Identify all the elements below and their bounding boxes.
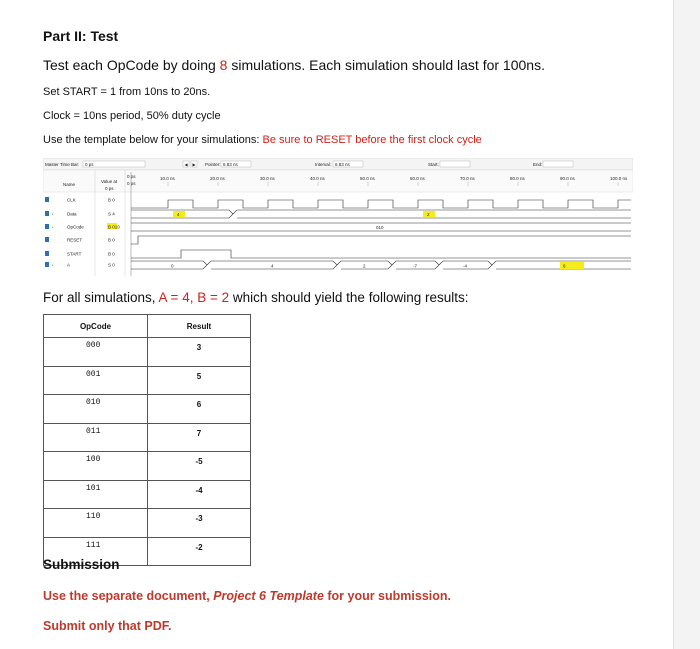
right-arrow-icon: ▶ — [192, 161, 196, 167]
time-tick-label: 50.0 ns — [360, 176, 375, 181]
sims-text-post: which should yield the following results: — [229, 290, 469, 305]
table-row — [44, 452, 251, 481]
a-bus-values — [171, 264, 566, 269]
opcode-bus-value: 010 — [376, 225, 384, 230]
expand-icon[interactable]: › — [52, 224, 54, 230]
signal-type-icon — [45, 262, 49, 267]
a-bus-value: -7 — [413, 263, 418, 269]
signal-value: B 010 — [108, 224, 120, 230]
data-bus-trace — [131, 210, 631, 218]
interval-label: Interval: — [315, 162, 332, 167]
submission-text-pre: Use the separate document, — [43, 589, 214, 603]
signal-type-icon — [45, 197, 49, 202]
end-label: End: — [533, 162, 543, 167]
test-text-post: simulations. Each simulation should last for 100ns. — [227, 57, 545, 73]
master-time-label: Master Time Bar: — [45, 162, 80, 167]
expand-icon[interactable]: › — [52, 262, 54, 268]
opcode-header: OpCode — [44, 315, 148, 338]
waveform-editor — [43, 158, 633, 278]
template-doc-name: Project 6 Template — [213, 589, 324, 603]
reset-trace — [131, 236, 631, 244]
signal-name[interactable]: RESET — [67, 237, 83, 243]
opcode-cell: 000 — [44, 338, 148, 367]
signal-list — [45, 197, 120, 268]
opcode-cell: 100 — [44, 452, 148, 481]
value-column-sub: 0 ps — [105, 186, 114, 191]
clk-trace — [131, 200, 631, 208]
signal-value: B 0 — [108, 237, 115, 243]
data-bus-value2: 2 — [427, 212, 430, 217]
results-table — [43, 314, 251, 566]
clock-instruction: Clock = 10ns period, 50% duty cycle — [43, 110, 221, 122]
cursor-sub: 0 ps — [127, 181, 136, 186]
page-scrollbar[interactable] — [673, 0, 700, 649]
time-tick-label: 70.0 ns — [460, 176, 475, 181]
start-field[interactable] — [440, 161, 470, 167]
signal-value: S 4 — [108, 211, 115, 217]
signal-type-icon — [45, 211, 49, 216]
test-text-pre: Test each OpCode by doing — [43, 57, 220, 73]
result-cell: 5 — [148, 366, 251, 395]
signal-name[interactable]: Data — [67, 211, 77, 217]
signal-name[interactable]: CLK — [67, 197, 76, 203]
time-tick-label: 100.0 ns — [610, 176, 628, 181]
cursor-label: 0 ps — [127, 174, 136, 179]
submit-pdf-note: Submit only that PDF. — [43, 619, 172, 633]
table-row — [44, 366, 251, 395]
opcode-cell: 011 — [44, 423, 148, 452]
opcode-cell: 010 — [44, 395, 148, 424]
test-instruction — [43, 57, 545, 73]
table-header-row — [44, 315, 251, 338]
time-tick-label: 60.0 ns — [410, 176, 425, 181]
result-cell: 7 — [148, 423, 251, 452]
table-row — [44, 509, 251, 538]
test-count: 8 — [219, 57, 228, 73]
result-cell: -3 — [148, 509, 251, 538]
signal-value: B 0 — [108, 251, 115, 257]
master-time-value: 0 ps — [85, 162, 94, 167]
time-tick-label: 90.0 ns — [560, 176, 575, 181]
pointer-value: 6.83 ns — [223, 162, 238, 167]
signal-name[interactable]: START — [67, 251, 82, 257]
a-bus-value: 2 — [363, 263, 366, 269]
pointer-label: Pointer: — [205, 162, 221, 167]
end-field[interactable] — [543, 161, 573, 167]
waveform-traces — [131, 200, 631, 269]
table-row — [44, 338, 251, 367]
a-bus-value: -4 — [463, 263, 468, 269]
a-bus-value: 0 — [171, 263, 174, 269]
time-tick-label: 80.0 ns — [510, 176, 525, 181]
time-tick-label: 40.0 ns — [310, 176, 325, 181]
signal-name[interactable]: OpCode — [67, 224, 84, 230]
opcode-cell: 001 — [44, 366, 148, 395]
simulations-note — [43, 290, 468, 305]
table-row — [44, 480, 251, 509]
value-column-header: Value at — [101, 179, 118, 184]
submission-text-post: for your submission. — [323, 589, 451, 603]
table-row — [44, 423, 251, 452]
result-cell: -2 — [148, 537, 251, 566]
submission-instruction — [43, 589, 451, 603]
start-trace — [131, 250, 631, 258]
signal-value: B 0 — [108, 197, 115, 203]
time-tick-label: 20.0 ns — [210, 176, 225, 181]
table-row — [44, 395, 251, 424]
sims-inputs: A = 4, B = 2 — [158, 290, 230, 305]
result-header: Result — [148, 315, 251, 338]
signal-type-icon — [45, 224, 49, 229]
name-column-header: Name — [63, 182, 76, 187]
a-bus-value: 6 — [563, 263, 566, 269]
time-tick-label: 30.0 ns — [260, 176, 275, 181]
result-cell: 3 — [148, 338, 251, 367]
opcode-cell: 110 — [44, 509, 148, 538]
template-instruction — [43, 134, 482, 146]
start-label: Start: — [428, 162, 439, 167]
expand-icon[interactable]: › — [52, 211, 54, 217]
template-text: Use the template below for your simulations: — [43, 134, 263, 146]
a-bus-trace — [131, 261, 631, 269]
a-bus-value: 4 — [271, 263, 274, 269]
start-instruction: Set START = 1 from 10ns to 20ns. — [43, 86, 211, 98]
result-cell: -4 — [148, 480, 251, 509]
result-cell: -5 — [148, 452, 251, 481]
opcode-cell: 101 — [44, 480, 148, 509]
interval-value: 6.83 ns — [335, 162, 350, 167]
signal-value: S 0 — [108, 262, 115, 268]
signal-type-icon — [45, 251, 49, 256]
signal-name[interactable]: A — [67, 262, 71, 268]
signal-type-icon — [45, 237, 49, 242]
opcode-cell: 111 — [44, 537, 148, 566]
reset-warning: Be sure to RESET before the first clock cycle — [262, 134, 482, 146]
left-arrow-icon: ◀ — [184, 161, 188, 167]
data-bus-value: 4 — [177, 212, 180, 217]
part-heading: Part II: Test — [43, 28, 119, 44]
result-cell: 6 — [148, 395, 251, 424]
submission-heading: Submission — [43, 557, 120, 572]
sims-text-pre: For all simulations, — [43, 290, 159, 305]
time-tick-label: 10.0 ns — [160, 176, 175, 181]
